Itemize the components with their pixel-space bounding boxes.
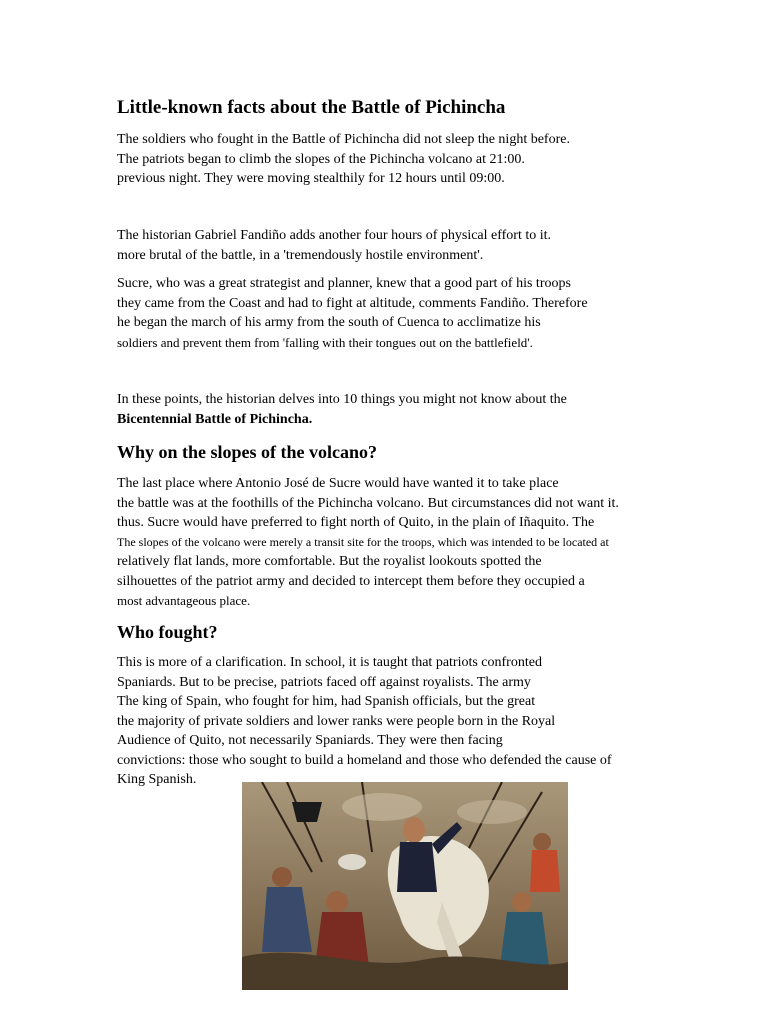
paragraph-line: The soldiers who fought in the Battle of Pichincha did not sleep the night before. [117, 132, 570, 147]
paragraph-line: most advantageous place. [117, 593, 251, 608]
fandino-paragraph [117, 226, 677, 265]
paragraph-line: Audience of Quito, not necessarily Spaniards. They were then facing [117, 733, 503, 748]
paragraph-line: they came from the Coast and had to fight at altitude, comments Fandiño. Therefore [117, 295, 588, 311]
section-heading: Why on the slopes of the volcano? [117, 442, 378, 462]
paragraph-line: relatively flat lands, more comfortable. But the royalist lookouts spotted the [117, 554, 542, 569]
paragraph-line: the majority of private soldiers and lower ranks were people born in the Royal [117, 713, 556, 729]
paragraph-line: Sucre, who was a great strategist and planner, knew that a good part of his troops [117, 276, 571, 291]
paragraph-line: he began the march of his army from the south of Cuenca to acclimatize his [117, 315, 541, 330]
paragraph-line: The slopes of the volcano were merely a transit site for the troops, which was intended to be located at [117, 534, 609, 549]
paragraph-line: convictions: those who sought to build a homeland and those who defended the cause of [117, 752, 612, 768]
section-paragraph [117, 653, 677, 790]
paragraph-line: previous night. They were moving stealthily for 12 hours until 09:00. [117, 171, 505, 186]
sucre-paragraph [117, 274, 677, 352]
paragraph-line: thus. Sucre would have preferred to fight north of Quito, in the plain of Iñaquito. The [117, 515, 595, 530]
section-heading: Who fought? [117, 622, 218, 642]
paragraph-line: The historian Gabriel Fandiño adds another four hours of physical effort to it. [117, 228, 552, 243]
bold-text: Bicentennial Battle of Pichincha. [117, 411, 313, 427]
paragraph-line: This is more of a clarification. In school, it is taught that patriots confronted [117, 655, 542, 670]
paragraph-line: The king of Spain, who fought for him, had Spanish officials, but the great [117, 694, 536, 709]
paragraph-line: In these points, the historian delves into 10 things you might not know about the [117, 392, 567, 407]
paragraph-line: silhouettes of the patriot army and decided to intercept them before they occupied a [117, 573, 585, 589]
paragraph-line: soldiers and prevent them from 'falling with their tongues out on the battlefield'. [117, 334, 533, 350]
battle-painting-image [242, 782, 568, 990]
intro-paragraph [117, 130, 677, 189]
paragraph-line: King Spanish. [117, 772, 197, 787]
page-title: Little-known facts about the Battle of Pichincha [117, 97, 506, 118]
paragraph-line: the battle was at the foothills of the Pichincha volcano. But circumstances did not want it. [117, 495, 619, 511]
paragraph-line: Spaniards. But to be precise, patriots faced off against royalists. The army [117, 674, 531, 690]
points-paragraph [117, 390, 677, 429]
section-paragraph [117, 474, 677, 611]
paragraph-line: The patriots began to climb the slopes of the Pichincha volcano at 21:00. [117, 151, 525, 167]
paragraph-line: The last place where Antonio José de Sucre would have wanted it to take place [117, 476, 559, 491]
paragraph-line: more brutal of the battle, in a 'tremendously hostile environment'. [117, 247, 484, 263]
